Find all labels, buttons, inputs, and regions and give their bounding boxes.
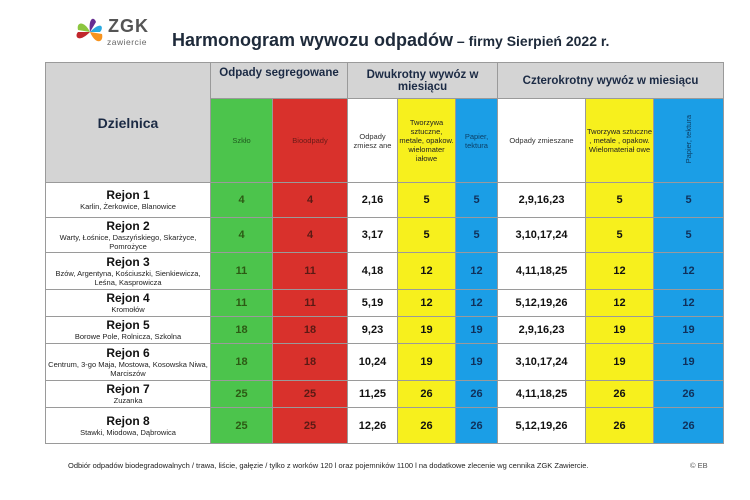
cell-paper2: 19 [456, 344, 498, 381]
cell-paper4: 5 [654, 183, 724, 218]
cell-mixed2: 12,26 [348, 408, 398, 444]
cell-plastic2: 19 [398, 344, 456, 381]
district-name: Rejon 2 [106, 218, 150, 233]
district-cell [46, 381, 211, 408]
cell-paper4: 5 [654, 218, 724, 253]
district-cell [46, 290, 211, 317]
cell-mixed4: 5,12,19,26 [498, 290, 586, 317]
sub-plastic2-header: Tworzywa sztuczne, metale, opakow. wielomater iałowe [398, 99, 456, 183]
cell-glass: 25 [211, 381, 273, 408]
zgk-logo-icon [72, 14, 108, 50]
cell-glass: 11 [211, 290, 273, 317]
district-cell [46, 183, 211, 218]
cell-glass: 25 [211, 408, 273, 444]
cell-plastic4: 19 [586, 344, 654, 381]
cell-plastic2: 5 [398, 183, 456, 218]
cell-mixed2: 5,19 [348, 290, 398, 317]
table-row [46, 344, 724, 381]
district-cell [46, 253, 211, 290]
cell-paper2: 12 [456, 253, 498, 290]
cell-bio: 25 [273, 408, 348, 444]
cell-paper2: 26 [456, 408, 498, 444]
logo-text: ZGK [108, 16, 149, 36]
cell-plastic2: 26 [398, 381, 456, 408]
cell-mixed4: 2,9,16,23 [498, 317, 586, 344]
cell-plastic2: 26 [398, 408, 456, 444]
cell-paper4: 19 [654, 317, 724, 344]
cell-mixed4: 4,11,18,25 [498, 381, 586, 408]
cell-glass: 4 [211, 183, 273, 218]
cell-bio: 4 [273, 183, 348, 218]
district-streets: Borowe Pole, Rolnicza, Szkolna [74, 332, 182, 341]
cell-plastic4: 26 [586, 381, 654, 408]
district-cell [46, 317, 211, 344]
district-streets: Karlin, Żerkowice, Blanowice [80, 202, 176, 211]
col-district-header: Dzielnica [46, 63, 211, 183]
cell-bio: 4 [273, 218, 348, 253]
page-title [172, 30, 609, 51]
cell-bio: 11 [273, 253, 348, 290]
table-row [46, 253, 724, 290]
district-name: Rejon 3 [106, 254, 150, 269]
sub-plastic4-header: Tworzywa sztuczne , metale , opakow. Wielomateriał owe [586, 99, 654, 183]
cell-paper4: 12 [654, 253, 724, 290]
group-segregated-header: Odpady segregowane [211, 63, 348, 99]
table-row [46, 317, 724, 344]
cell-plastic4: 5 [586, 183, 654, 218]
cell-mixed4: 2,9,16,23 [498, 183, 586, 218]
district-cell [46, 218, 211, 253]
title-main: Harmonogram wywozu odpadów [172, 30, 454, 50]
cell-glass: 4 [211, 218, 273, 253]
table-row [46, 381, 724, 408]
cell-glass: 18 [211, 344, 273, 381]
district-streets: Bzów, Argentyna, Kościuszki, Sienkiewicza, Leśna, Kasprowicza [55, 268, 201, 287]
logo-subtext: zawiercie [107, 37, 147, 47]
cell-paper2: 5 [456, 183, 498, 218]
cell-mixed4: 3,10,17,24 [498, 344, 586, 381]
district-streets: Centrum, 3-go Maja, Mostowa, Kosowska Niwa, Marciszów [48, 359, 208, 378]
cell-paper4: 26 [654, 381, 724, 408]
schedule-table [45, 62, 724, 444]
cell-mixed2: 11,25 [348, 381, 398, 408]
copyright: © EB [690, 461, 708, 470]
cell-plastic2: 19 [398, 317, 456, 344]
district-streets: Stawki, Miodowa, Dąbrowica [80, 427, 176, 437]
cell-mixed2: 9,23 [348, 317, 398, 344]
cell-mixed2: 4,18 [348, 253, 398, 290]
district-name: Rejon 6 [106, 345, 150, 360]
footer-note: Odbiór odpadów biodegradowalnych / trawa, liście, gałęzie / tylko z worków 120 l oraz pojemników 1100 l na dodatkowe zlecenie wg cennika ZGK Zawiercie. [68, 461, 589, 470]
cell-paper4: 12 [654, 290, 724, 317]
cell-glass: 18 [211, 317, 273, 344]
group-four-header: Czterokrotny wywóz w miesiącu [498, 63, 724, 99]
sub-paper2-header: Papier, tektura [456, 99, 498, 183]
sub-glass-header: Szkło [211, 99, 273, 183]
cell-plastic2: 5 [398, 218, 456, 253]
cell-paper2: 26 [456, 381, 498, 408]
district-streets: Warty, Łośnice, Daszyńskiego, Skarżyce, Pomrożyce [59, 232, 197, 251]
cell-paper4: 26 [654, 408, 724, 444]
cell-paper2: 19 [456, 317, 498, 344]
cell-mixed2: 2,16 [348, 183, 398, 218]
district-name: Rejon 7 [106, 382, 150, 396]
district-name: Rejon 4 [106, 291, 150, 305]
district-cell [46, 344, 211, 381]
cell-plastic4: 12 [586, 290, 654, 317]
cell-bio: 18 [273, 317, 348, 344]
cell-plastic2: 12 [398, 253, 456, 290]
cell-mixed2: 3,17 [348, 218, 398, 253]
cell-plastic2: 12 [398, 290, 456, 317]
sub-paper4-label: Papier, tektura [684, 115, 694, 164]
title-sub: – firmy Sierpień 2022 r. [453, 33, 610, 49]
table-row [46, 183, 724, 218]
cell-plastic4: 12 [586, 253, 654, 290]
sub-bio-header: Bioodpady [273, 99, 348, 183]
sub-mixed4-header: Odpady zmieszane [498, 99, 586, 183]
cell-paper4: 19 [654, 344, 724, 381]
cell-paper2: 5 [456, 218, 498, 253]
cell-mixed4: 5,12,19,26 [498, 408, 586, 444]
district-name: Rejon 8 [106, 413, 150, 428]
cell-mixed4: 4,11,18,25 [498, 253, 586, 290]
group-twice-header: Dwukrotny wywóz w miesiącu [348, 63, 498, 99]
sub-mixed2-header: Odpady zmiesz ane [348, 99, 398, 183]
district-streets: Zuzanka [113, 396, 143, 405]
cell-bio: 11 [273, 290, 348, 317]
cell-paper2: 12 [456, 290, 498, 317]
district-name: Rejon 1 [106, 188, 150, 202]
district-streets: Kromołów [111, 305, 145, 314]
cell-mixed4: 3,10,17,24 [498, 218, 586, 253]
cell-glass: 11 [211, 253, 273, 290]
cell-bio: 25 [273, 381, 348, 408]
table-row [46, 218, 724, 253]
table-row [46, 408, 724, 444]
cell-plastic4: 5 [586, 218, 654, 253]
cell-plastic4: 19 [586, 317, 654, 344]
cell-mixed2: 10,24 [348, 344, 398, 381]
cell-plastic4: 26 [586, 408, 654, 444]
sub-paper4-header [654, 99, 724, 183]
district-name: Rejon 5 [106, 318, 150, 332]
district-cell [46, 408, 211, 444]
cell-bio: 18 [273, 344, 348, 381]
table-row [46, 290, 724, 317]
